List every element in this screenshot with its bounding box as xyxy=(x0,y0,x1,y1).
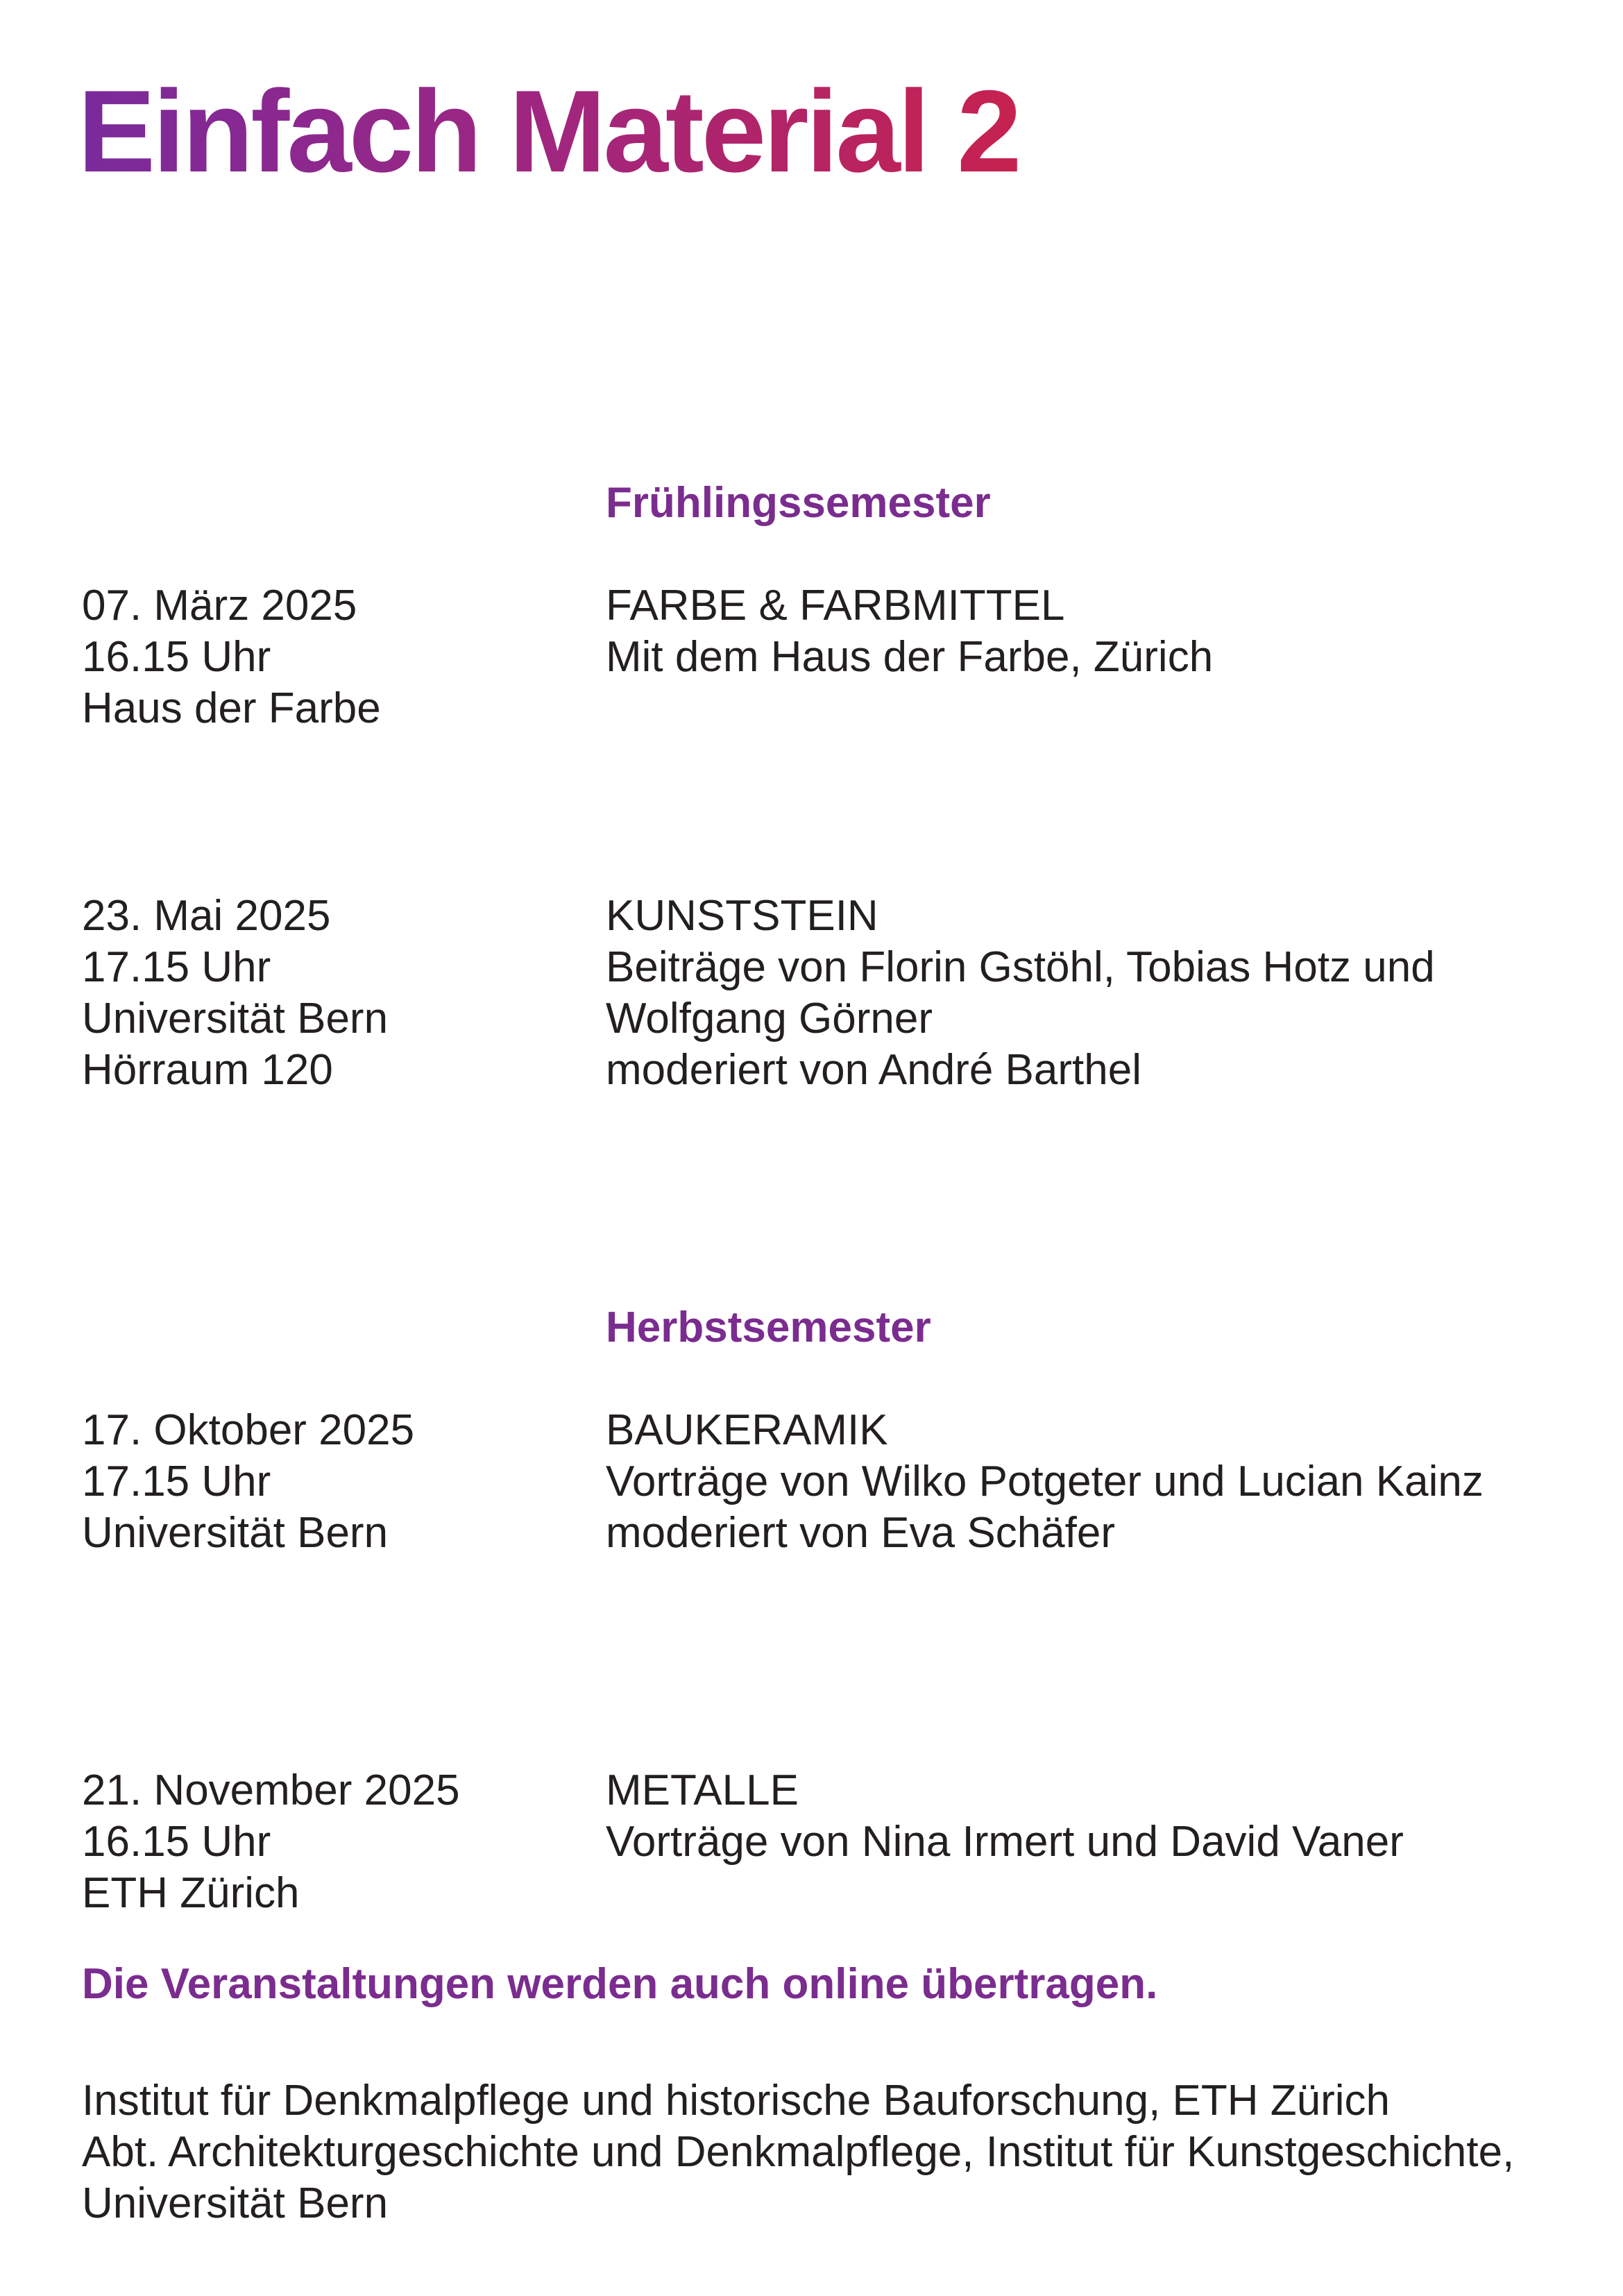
event-meta xyxy=(82,1765,568,1919)
event-detail: moderiert von Eva Schäfer xyxy=(606,1509,1116,1557)
event-meta xyxy=(82,580,568,734)
event-detail: Mit dem Haus der Farbe, Zürich xyxy=(606,633,1214,681)
online-note: Die Veranstaltungen werden auch online übertragen. xyxy=(82,1960,1158,2008)
footer-line: Universität Bern xyxy=(82,2179,389,2227)
event-topic: FARBE & FARBMITTEL xyxy=(606,582,1065,630)
footer-line: Abt. Architekturgeschichte und Denkmalpflege, Institut für Kunstgeschichte, xyxy=(82,2128,1515,2176)
event-date: 23. Mai 2025 xyxy=(82,892,331,940)
event-time: 16.15 Uhr xyxy=(82,633,271,681)
event-topic: METALLE xyxy=(606,1766,799,1814)
event-time: 17.15 Uhr xyxy=(82,943,271,991)
event-topic: BAUKERAMIK xyxy=(606,1406,888,1454)
event-date: 17. Oktober 2025 xyxy=(82,1406,415,1454)
event-venue: Universität Bern xyxy=(82,1509,389,1557)
event-detail: Vorträge von Nina Irmert und David Vaner xyxy=(606,1818,1404,1866)
event-content xyxy=(606,580,1577,683)
event-venue: Universität Bern xyxy=(82,995,389,1043)
event-room: Hörraum 120 xyxy=(82,1046,333,1094)
autumn-semester-heading: Herbstsemester xyxy=(606,1303,931,1351)
event-venue: Haus der Farbe xyxy=(82,684,381,732)
event-content xyxy=(606,1405,1577,1559)
page-title: Einfach Material 2 xyxy=(78,66,1019,196)
footer-line: Institut für Denkmalpflege und historische Bauforschung, ETH Zürich xyxy=(82,2077,1391,2125)
event-date: 21. November 2025 xyxy=(82,1766,460,1814)
event-content xyxy=(606,890,1577,1096)
event-time: 16.15 Uhr xyxy=(82,1818,271,1866)
event-detail: moderiert von André Barthel xyxy=(606,1046,1141,1094)
event-venue: ETH Zürich xyxy=(82,1869,300,1917)
event-meta xyxy=(82,1405,568,1559)
event-detail: Wolfgang Görner xyxy=(606,995,933,1043)
event-detail: Vorträge von Wilko Potgeter und Lucian Kainz xyxy=(606,1458,1484,1505)
event-detail: Beiträge von Florin Gstöhl, Tobias Hotz und xyxy=(606,943,1435,991)
spring-semester-heading: Frühlingssemester xyxy=(606,479,991,527)
event-topic: KUNSTSTEIN xyxy=(606,892,878,940)
event-date: 07. März 2025 xyxy=(82,582,357,630)
footer-institutions xyxy=(82,2075,1595,2229)
event-time: 17.15 Uhr xyxy=(82,1458,271,1505)
event-meta xyxy=(82,890,568,1096)
event-content xyxy=(606,1765,1577,1868)
